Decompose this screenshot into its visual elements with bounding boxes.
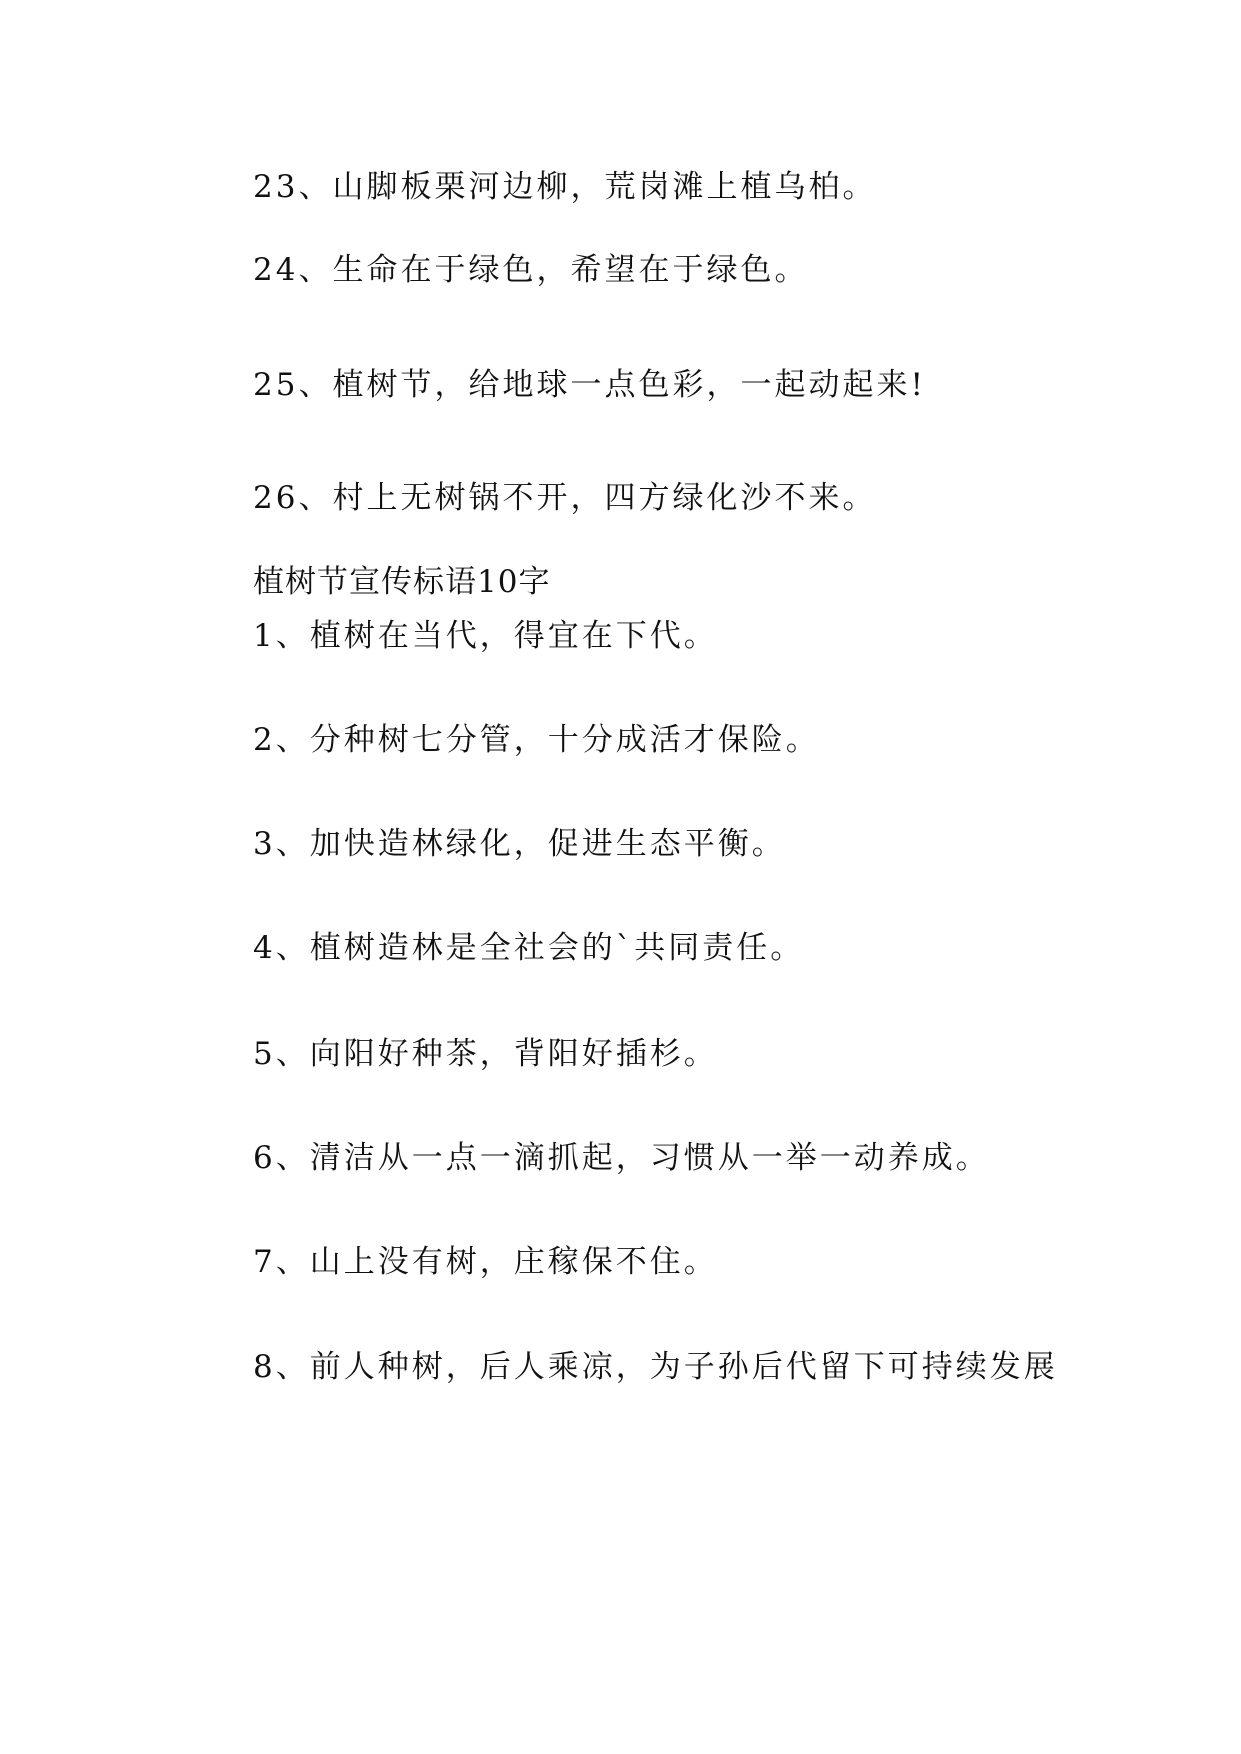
slogan-line-6: 6、清洁从一点一滴抓起，习惯从一举一动养成。 (253, 1140, 990, 1176)
slogan-line-23: 23、山脚板栗河边柳，荒岗滩上植乌柏。 (253, 169, 877, 205)
slogan-line-24: 24、生命在于绿色，希望在于绿色。 (253, 252, 809, 288)
slogan-line-8: 8、前人种树，后人乘凉，为子孙后代留下可持续发展 (253, 1349, 1058, 1385)
section-heading: 植树节宣传标语10字 (253, 564, 551, 600)
slogan-line-5: 5、向阳好种茶，背阳好插杉。 (253, 1036, 718, 1072)
slogan-line-3: 3、加快造林绿化，促进生态平衡。 (253, 826, 786, 862)
slogan-line-4: 4、植树造林是全社会的`共同责任。 (253, 930, 805, 966)
slogan-line-1: 1、植树在当代，得宜在下代。 (253, 618, 718, 654)
slogan-line-2: 2、分种树七分管，十分成活才保险。 (253, 722, 820, 758)
slogan-line-25: 25、植树节，给地球一点色彩，一起动起来! (253, 367, 926, 403)
slogan-line-7: 7、山上没有树，庄稼保不住。 (253, 1244, 718, 1280)
slogan-line-26: 26、村上无树锅不开，四方绿化沙不来。 (253, 480, 877, 516)
